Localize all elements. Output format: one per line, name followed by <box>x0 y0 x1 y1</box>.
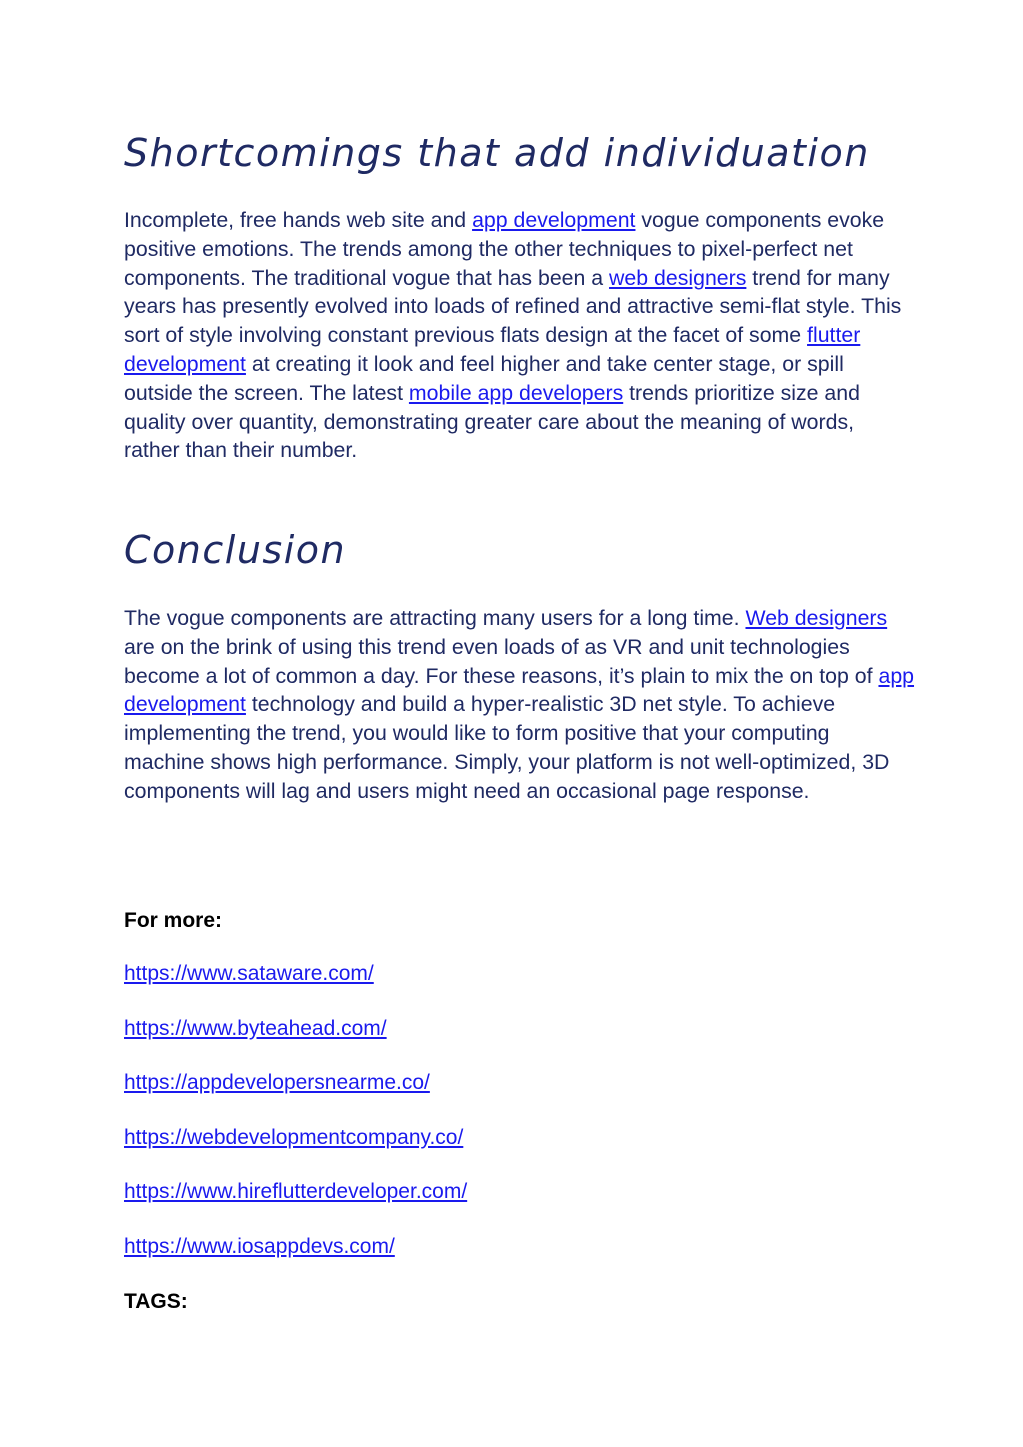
paragraph-shortcomings <box>124 206 914 465</box>
for-more-label: For more: <box>124 909 223 932</box>
paragraph-text: technology and build a hyper-realistic 3D net style. To achieve implementing the trend, you would like to form positive that your computing machine shows high performance. Simply, your platform is not well-optimized, 3D components will lag and users might need an occasional page response. <box>124 692 890 803</box>
list-item <box>124 1071 467 1126</box>
reference-link-iosappdevs[interactable]: https://www.iosappdevs.com/ <box>124 1234 395 1258</box>
inline-link[interactable]: web designers <box>609 265 747 290</box>
list-item <box>124 1017 467 1072</box>
paragraph-text: The vogue components are attracting many users for a long time. <box>124 606 746 630</box>
paragraph-text: Incomplete, free hands web site and <box>124 208 473 232</box>
list-item <box>124 1235 467 1290</box>
paragraph-conclusion <box>124 604 914 806</box>
section-title-shortcomings: Shortcomings that add individuation <box>124 131 870 175</box>
list-item <box>124 1126 467 1181</box>
section-title-conclusion: Conclusion <box>124 528 347 572</box>
reference-link-hireflutterdeveloper[interactable]: https://www.hireflutterdeveloper.com/ <box>124 1180 468 1203</box>
paragraph-text: trends prioritize size and quality over quantity, demonstrating greater care about the meaning of words, rather than their number. <box>124 380 860 463</box>
inline-link[interactable]: Web designers <box>745 606 888 630</box>
paragraph-text: vogue components evoke positive emotions. The trends among the other techniques to pixel-perfect net components. The traditional vogue that has been a <box>124 208 885 290</box>
inline-link[interactable]: app development <box>124 663 915 717</box>
reference-link-list <box>124 962 467 1289</box>
inline-link[interactable]: flutter development <box>124 323 861 376</box>
list-item <box>124 1180 467 1235</box>
reference-link-appdevelopersnearme[interactable]: https://appdevelopersnearme.co/ <box>124 1071 430 1094</box>
paragraph-text: at creating it look and feel higher and take center stage, or spill outside the screen. The latest <box>124 351 844 405</box>
inline-link[interactable]: app development <box>472 208 636 232</box>
reference-link-sataware[interactable]: https://www.sataware.com/ <box>124 962 374 985</box>
tags-label: TAGS: <box>124 1290 188 1313</box>
reference-link-webdevelopmentcompany[interactable]: https://webdevelopmentcompany.co/ <box>124 1125 464 1149</box>
paragraph-text: trend for many years has presently evolved into loads of refined and attractive semi-flat style. This sort of style involving constant previous flats design at the facet of some <box>124 265 902 348</box>
inline-link[interactable]: mobile app developers <box>408 380 624 405</box>
list-item <box>124 962 467 1017</box>
paragraph-text: are on the brink of using this trend even loads of as VR and unit technologies become a lot of common a day. For these reasons, it’s plain to mix the on top of <box>124 634 879 688</box>
reference-link-byteahead[interactable]: https://www.byteahead.com/ <box>124 1016 387 1040</box>
